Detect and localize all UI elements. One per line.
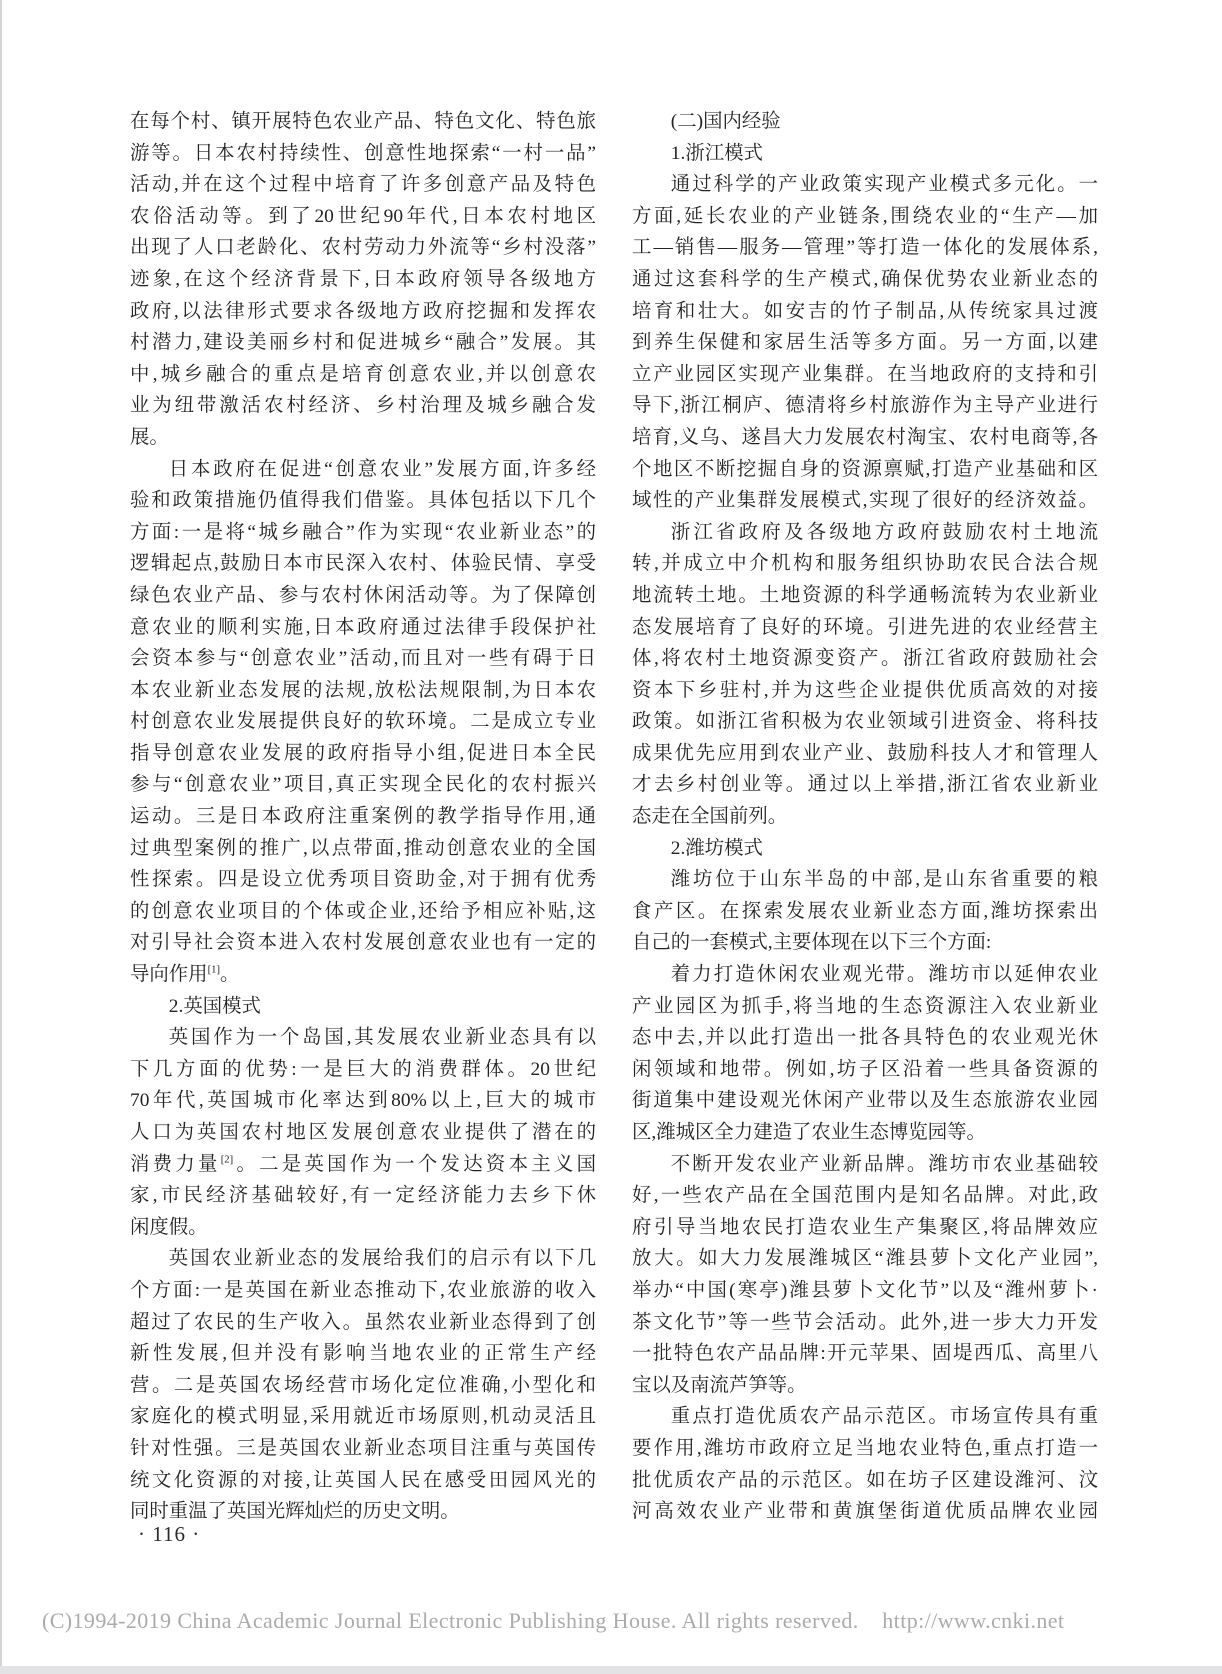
text-line: 迹象,在这个经济背景下,日本政府领导各级地方 bbox=[130, 268, 596, 290]
text-line: 运动。三是日本政府注重案例的教学指导作用,通 bbox=[130, 806, 596, 828]
text-line: 性探索。四是设立优秀项目资助金,对于拥有优秀 bbox=[130, 869, 596, 891]
text-line: 村潜力,建设美丽乡村和促进城乡“融合”发展。其 bbox=[130, 332, 596, 354]
cnki-copyright-watermark: (C)1994-2019 China Academic Journal Electronic Publishing House. All rights reserved. http://www.cnki.net bbox=[42, 1608, 1065, 1633]
text-line: 转,并成立中介机构和服务组织协助农民合法合规 bbox=[632, 553, 1098, 575]
text-line: 闲领域和地带。例如,坊子区沿着一些具备资源的 bbox=[632, 1058, 1098, 1080]
text-line: (二)国内经验 bbox=[670, 111, 781, 132]
text-line: 工—销售—服务—管理”等打造一体化的发展体系, bbox=[632, 237, 1098, 259]
text-line: 茶文化节”等一些节会活动。此外,进一步大力开发 bbox=[632, 1311, 1098, 1333]
text-line: 体,将农村土地资源变资产。浙江省政府鼓励社会 bbox=[632, 648, 1098, 670]
text-line: 导下,浙江桐庐、德清将乡村旅游作为主导产业进行 bbox=[632, 395, 1098, 417]
text-line: 街道集中建设观光休闲产业带以及生态旅游农业园 bbox=[632, 1090, 1098, 1112]
text-line: 着力打造休闲农业观光带。潍坊市以延伸农业 bbox=[670, 964, 1098, 986]
text-line: 态发展培育了良好的环境。引进先进的农业经营主 bbox=[632, 616, 1098, 638]
text-line: 家,市民经济基础较好,有一定经济能力去乡下休 bbox=[130, 1185, 596, 1207]
text-line: 放大。如大力发展潍城区“潍县萝卜文化产业园”, bbox=[632, 1248, 1098, 1270]
text-line: 在每个村、镇开展特色农业产品、特色文化、特色旅 bbox=[130, 111, 596, 132]
text-line: 潍坊位于山东半岛的中部,是山东省重要的粮 bbox=[670, 869, 1098, 891]
text-line: 展。 bbox=[130, 426, 169, 448]
text-line: 70年代,英国城市化率达到80%以上,巨大的城市 bbox=[130, 1090, 596, 1112]
text-line: 好,一些农产品在全国范围内是知名品牌。对此,政 bbox=[632, 1185, 1098, 1207]
text-line: 家庭化的模式明显,采用就近市场原则,机动灵活且 bbox=[130, 1406, 596, 1428]
text-line: 的创意农业项目的个体或企业,还给予相应补贴,这 bbox=[130, 900, 596, 922]
text-line: 地流转土地。土地资源的科学通畅流转为农业新业 bbox=[632, 584, 1098, 606]
text-line: 活动,并在这个过程中培育了许多创意产品及特色 bbox=[130, 174, 596, 196]
text-line: 政府,以法律形式要求各级地方政府挖掘和发挥农 bbox=[130, 300, 596, 322]
text-line: 验和政策措施仍值得我们借鉴。具体包括以下几个 bbox=[130, 490, 596, 512]
text-line: 府引导当地农民打造农业生产集聚区,将品牌效应 bbox=[632, 1216, 1098, 1238]
text-line: 英国农业新业态的发展给我们的启示有以下几 bbox=[168, 1248, 596, 1270]
text-line: 举办“中国(寒亭)潍县萝卜文化节”以及“潍州萝卜· bbox=[632, 1279, 1098, 1301]
text-line: 才去乡村创业等。通过以上举措,浙江省农业新业 bbox=[632, 774, 1098, 796]
text-line: 过典型案例的推广,以点带面,推动创意农业的全国 bbox=[130, 837, 596, 859]
text-line: 产业园区为抓手,将当地的生态资源注入农业新业 bbox=[632, 995, 1098, 1017]
text-line: 通过科学的产业政策实现产业模式多元化。一 bbox=[670, 174, 1098, 196]
text-column-right bbox=[632, 106, 1098, 1528]
text-line: 区,潍城区全力建造了农业生态博览园等。 bbox=[632, 1122, 986, 1143]
text-line: 培育,义乌、遂昌大力发展农村淘宝、农村电商等,各 bbox=[632, 426, 1098, 448]
scan-bottom-band bbox=[0, 1666, 1222, 1674]
text-line: 浙江省政府及各级地方政府鼓励农村土地流 bbox=[670, 521, 1098, 543]
text-line: 指导创意农业发展的政府指导小组,促进日本全民 bbox=[130, 742, 596, 764]
text-line: 到养生保健和家居生活等多方面。另一方面,以建 bbox=[632, 332, 1098, 354]
text-line: 游等。日本农村持续性、创意性地探索“一村一品” bbox=[130, 142, 596, 164]
text-line: 成果优先应用到农业产业、鼓励科技人才和管理人 bbox=[632, 742, 1098, 764]
text-line: 政策。如浙江省积极为农业领域引进资金、将科技 bbox=[632, 711, 1098, 733]
text-line: 河高效农业产业带和黄旗堡街道优质品牌农业园 bbox=[632, 1501, 1098, 1523]
text-line: 人口为英国农村地区发展创意农业提供了潜在的 bbox=[130, 1122, 596, 1143]
text-line: 2.英国模式 bbox=[168, 995, 261, 1017]
text-line: 针对性强。三是英国农业新业态项目注重与英国传 bbox=[130, 1437, 596, 1459]
text-line: 2.潍坊模式 bbox=[670, 837, 763, 859]
text-column-left bbox=[130, 106, 596, 1528]
text-line: 闲度假。 bbox=[130, 1216, 208, 1238]
text-line: 不断开发农业产业新品牌。潍坊市农业基础较 bbox=[670, 1153, 1098, 1175]
text-line: 态中去,并以此打造出一批各具特色的农业观光休 bbox=[632, 1027, 1098, 1049]
text-line: 会资本参与“创意农业”活动,而且对一些有碍于日 bbox=[130, 648, 596, 670]
text-line: 宝以及南流芦笋等。 bbox=[632, 1374, 807, 1396]
text-line: 域性的产业集群发展模式,实现了很好的经济效益。 bbox=[632, 490, 1098, 512]
text-line: 日本政府在促进“创意农业”发展方面,许多经 bbox=[168, 458, 596, 480]
text-line: 超过了农民的生产收入。虽然农业新业态得到了创 bbox=[130, 1311, 596, 1333]
text-line: 营。二是英国农场经营市场化定位准确,小型化和 bbox=[130, 1374, 596, 1396]
text-line: 导向作用[1]。 bbox=[130, 963, 240, 986]
text-line: 对引导社会资本进入农村发展创意农业也有一定的 bbox=[130, 932, 596, 954]
text-line: 态走在全国前列。 bbox=[632, 806, 788, 828]
text-line: 自己的一套模式,主要体现在以下三个方面: bbox=[632, 932, 992, 954]
text-line: 培育和壮大。如安吉的竹子制品,从传统家具过渡 bbox=[632, 300, 1098, 322]
text-line: 下几方面的优势:一是巨大的消费群体。20世纪 bbox=[130, 1058, 596, 1080]
text-line: 消费力量[2]。二是英国作为一个发达资本主义国 bbox=[130, 1153, 596, 1175]
text-line: 农俗活动等。到了20世纪90年代,日本农村地区 bbox=[130, 205, 596, 227]
text-line: 个地区不断挖掘自身的资源禀赋,打造产业基础和区 bbox=[632, 458, 1098, 480]
text-line: 统文化资源的对接,让英国人民在感受田园风光的 bbox=[130, 1469, 596, 1491]
text-line: 新性发展,但并没有影响当地农业的正常生产经 bbox=[130, 1343, 596, 1365]
text-line: 方面:一是将“城乡融合”作为实现“农业新业态”的 bbox=[130, 521, 596, 543]
text-line: 意农业的顺利实施,日本政府通过法律手段保护社 bbox=[130, 616, 596, 638]
text-line: 一批特色农产品品牌:开元苹果、固堤西瓜、高里八 bbox=[632, 1343, 1098, 1365]
text-line: 批优质农产品的示范区。如在坊子区建设潍河、汶 bbox=[632, 1469, 1098, 1491]
text-line: 重点打造优质农产品示范区。市场宣传具有重 bbox=[670, 1406, 1098, 1428]
text-line: 资本下乡驻村,并为这些企业提供优质高效的对接 bbox=[632, 679, 1098, 701]
text-line: 通过这套科学的生产模式,确保优势农业新业态的 bbox=[632, 268, 1098, 290]
text-line: 个方面:一是英国在新业态推动下,农业旅游的收入 bbox=[130, 1279, 596, 1301]
text-line: 逻辑起点,鼓励日本市民深入农村、体验民情、享受 bbox=[130, 553, 596, 575]
page-number: · 116 · bbox=[138, 1522, 201, 1546]
scan-edge-line bbox=[0, 0, 2, 1674]
text-line: 英国作为一个岛国,其发展农业新业态具有以 bbox=[168, 1027, 596, 1049]
text-line: 绿色农业产品、参与农村休闲活动等。为了保障创 bbox=[130, 584, 596, 606]
text-line: 同时重温了英国光辉灿烂的历史文明。 bbox=[130, 1501, 460, 1523]
text-line: 本农业新业态发展的法规,放松法规限制,为日本农 bbox=[130, 679, 596, 701]
text-line: 出现了人口老龄化、农村劳动力外流等“乡村没落” bbox=[130, 237, 596, 259]
text-line: 业为纽带激活农村经济、乡村治理及城乡融合发 bbox=[130, 395, 596, 417]
text-line: 方面,延长农业的产业链条,围绕农业的“生产—加 bbox=[632, 205, 1098, 227]
text-line: 参与“创意农业”项目,真正实现全民化的农村振兴 bbox=[130, 774, 596, 796]
text-line: 村创意农业发展提供良好的软环境。二是成立专业 bbox=[130, 711, 596, 733]
text-line: 食产区。在探索发展农业新业态方面,潍坊探索出 bbox=[632, 900, 1098, 922]
text-line: 立产业园区实现产业集群。在当地政府的支持和引 bbox=[632, 363, 1098, 385]
text-line: 1.浙江模式 bbox=[670, 142, 763, 164]
text-line: 要作用,潍坊市政府立足当地农业特色,重点打造一 bbox=[632, 1437, 1098, 1459]
text-line: 中,城乡融合的重点是培育创意农业,并以创意农 bbox=[130, 363, 596, 385]
